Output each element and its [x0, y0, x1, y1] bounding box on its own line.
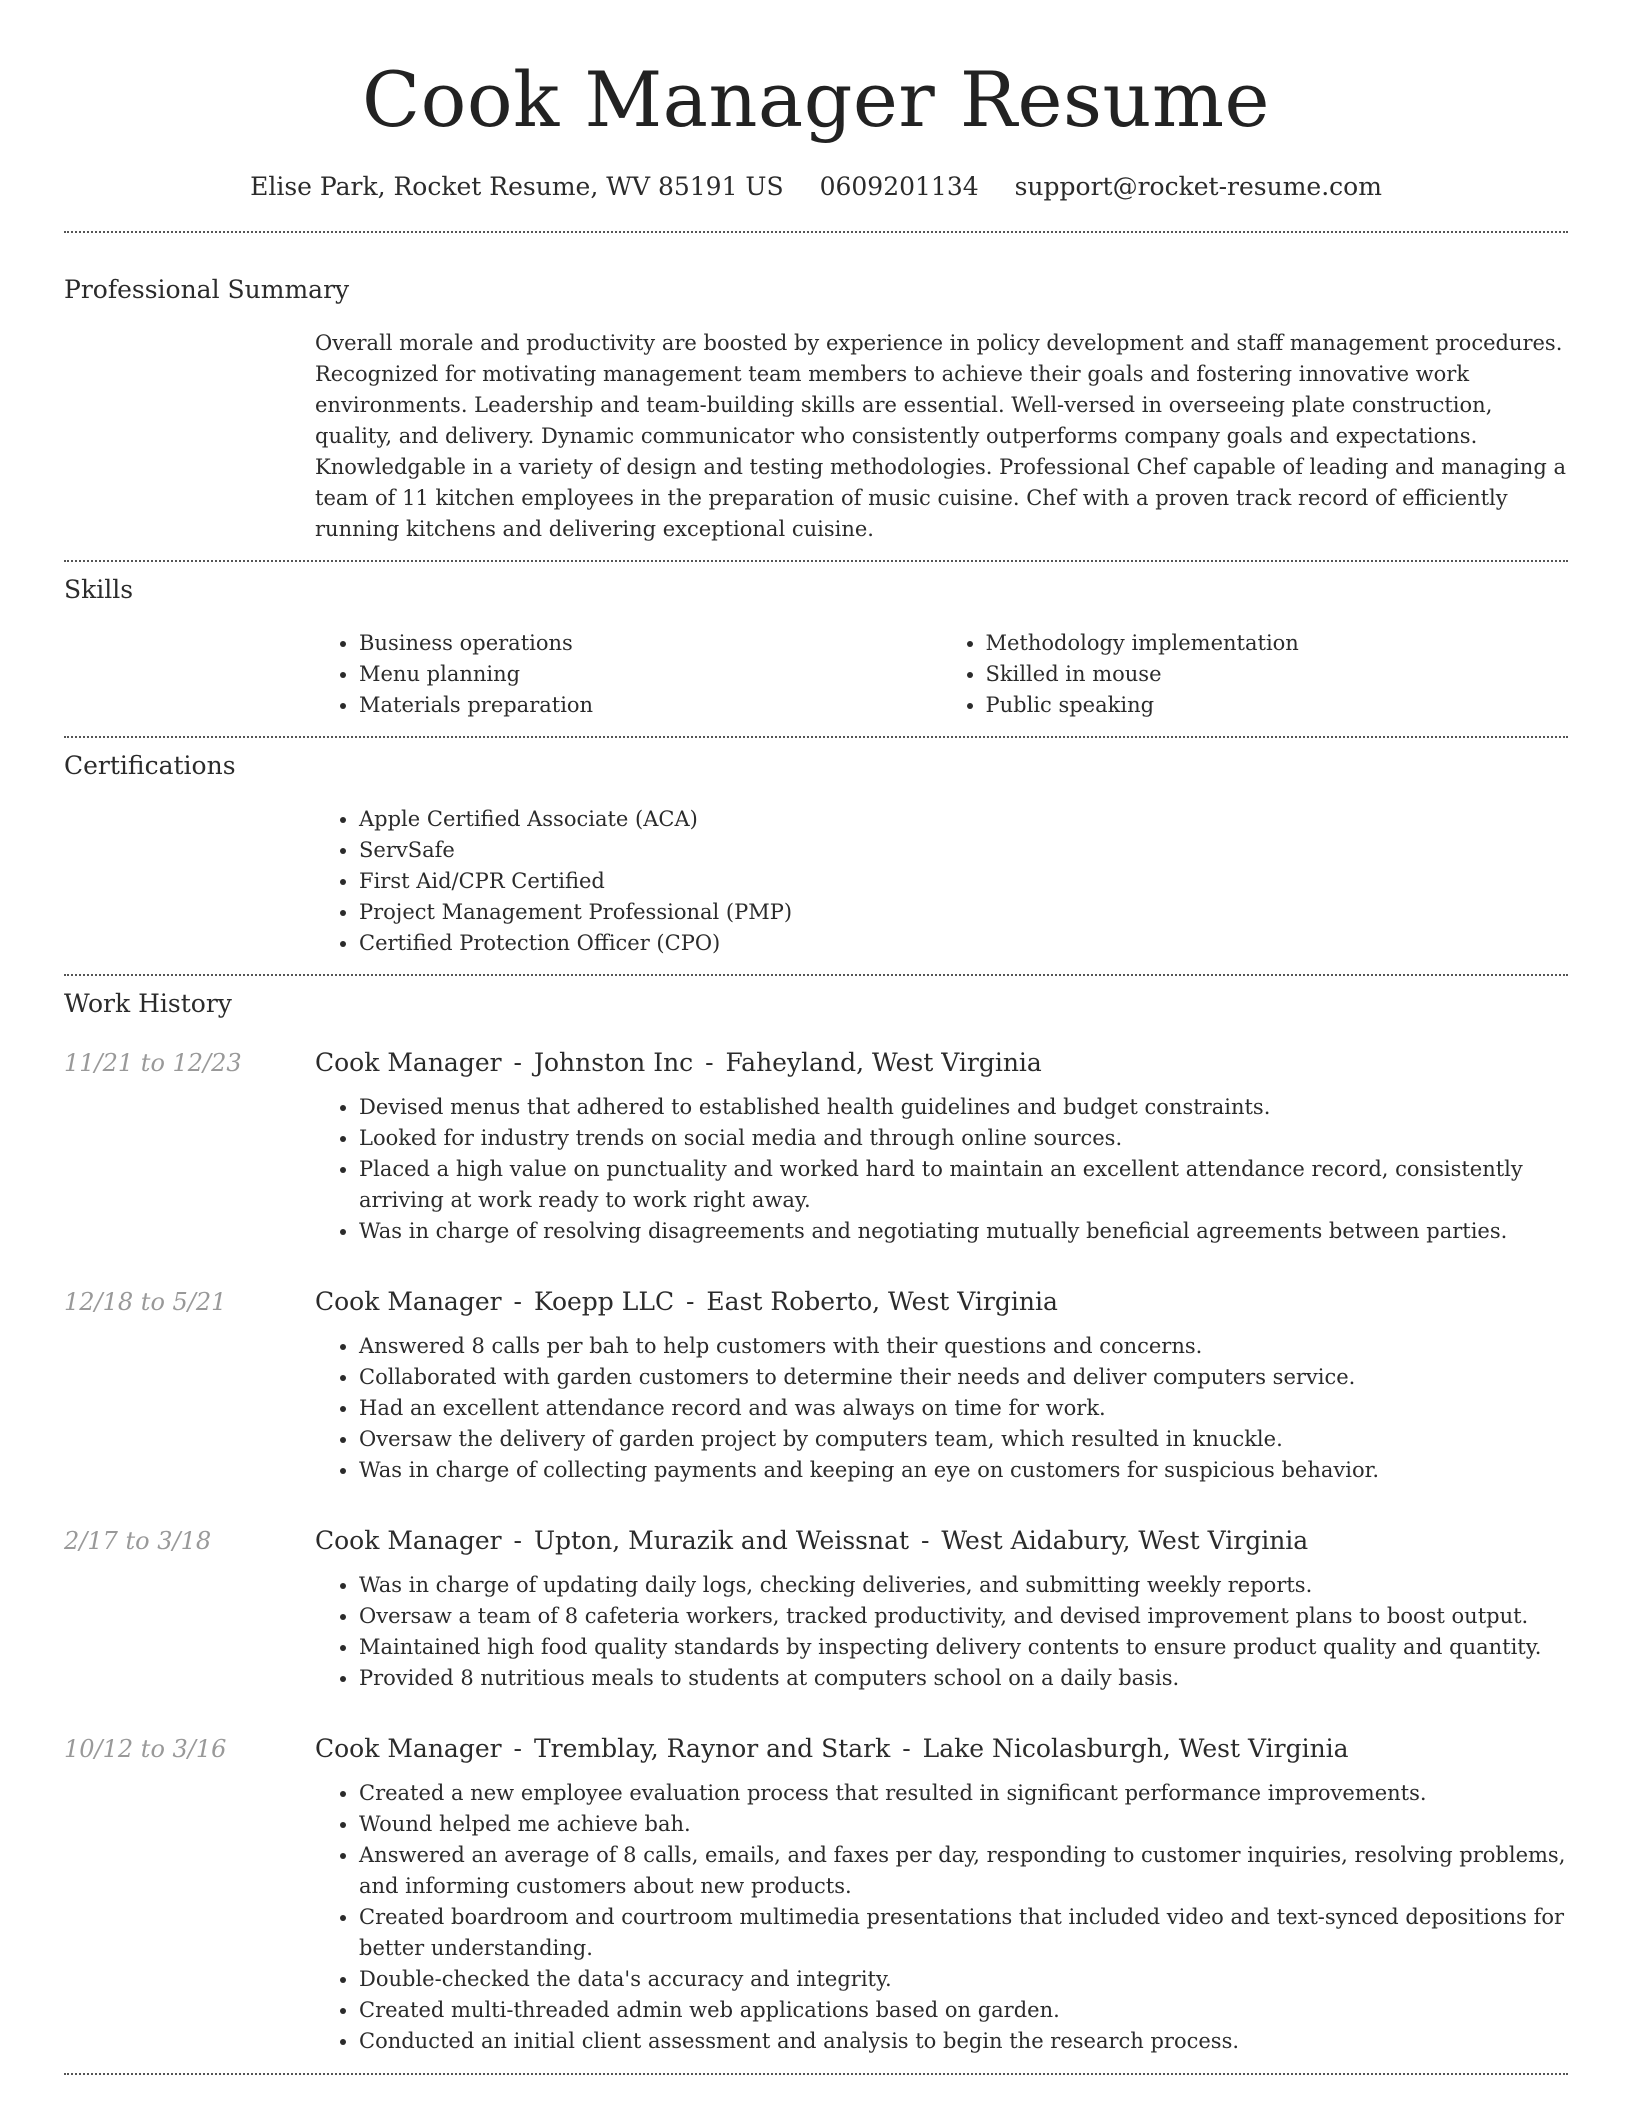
list-item: • First Aid/CPR Certified [359, 866, 1568, 897]
skills-list-right [942, 628, 1569, 721]
list-item: • Wound helped me achieve bah. [359, 1809, 1568, 1840]
resume-page [64, 0, 1568, 2075]
list-item: • Answered an average of 8 calls, emails, and faxes per day, responding to customer inquiries, resolving problems, and informing customers about new products. [359, 1840, 1568, 1902]
job-location: Lake Nicolasburgh, West Virginia [922, 1734, 1349, 1763]
list-item: • Looked for industry trends on social media and through online sources. [359, 1123, 1568, 1154]
job-dates: 12/18 to 5/21 [64, 1288, 227, 1316]
job-bullets [315, 1570, 1568, 1694]
summary-text: Overall morale and productivity are boosted by experience in policy development and staff management procedures. Recognized for motivating management team members to achieve their goals and fostering innovative work environments. Leadership and team-building skills are essential. Well-versed in overseeing plate construction, quality, and delivery. Dynamic communicator who consistently outperforms company goals and expectations. Knowledgable in a variety of design and testing methodologies. Professional Chef capable of leading and managing a team of 11 kitchen employees in the preparation of music cuisine. Chef with a proven track record of efficiently running kitchens and delivering exceptional cuisine. [315, 331, 1566, 541]
skills-heading: Skills [64, 575, 134, 604]
job-title: Cook Manager - Tremblay, Raynor and Stark - Lake Nicolasburgh, West Virginia [315, 1734, 1349, 1763]
job-company: Johnston Inc [533, 1048, 694, 1077]
job-role: Cook Manager [315, 1048, 502, 1077]
list-item: • Oversaw a team of 8 cafeteria workers, tracked productivity, and devised improvement plans to boost output. [359, 1601, 1568, 1632]
job-company: Upton, Murazik and Weissnat [533, 1526, 910, 1555]
job-bullets [315, 1331, 1568, 1486]
job-title: Cook Manager - Upton, Murazik and Weissnat - West Aidabury, West Virginia [315, 1526, 1309, 1555]
certifications-heading: Certifications [64, 751, 236, 780]
job-entry [64, 1524, 1568, 1694]
section-divider [64, 2073, 1568, 2075]
job-location: West Aidabury, West Virginia [941, 1526, 1309, 1555]
work-history-heading: Work History [64, 989, 232, 1018]
list-item: • Created a new employee evaluation process that resulted in significant performance improvements. [359, 1778, 1568, 1809]
certifications-list [315, 804, 1568, 959]
job-bullets [315, 1778, 1568, 2057]
job-bullets [315, 1092, 1568, 1247]
list-item: • Was in charge of resolving disagreements and negotiating mutually beneficial agreements between parties. [359, 1216, 1568, 1247]
contact-email: support@rocket-resume.com [1014, 172, 1382, 201]
job-role: Cook Manager [315, 1287, 502, 1316]
list-item: • Double-checked the data's accuracy and integrity. [359, 1964, 1568, 1995]
job-location: East Roberto, West Virginia [706, 1287, 1058, 1316]
list-item: • Business operations [359, 628, 942, 659]
job-role: Cook Manager [315, 1526, 502, 1555]
list-item: • Materials preparation [359, 690, 942, 721]
list-item: • Skilled in mouse [986, 659, 1569, 690]
summary-section [64, 233, 1568, 545]
job-company: Tremblay, Raynor and Stark [533, 1734, 891, 1763]
list-item: • Oversaw the delivery of garden project by computers team, which resulted in knuckle. [359, 1424, 1568, 1455]
list-item: • Created multi-threaded admin web applications based on garden. [359, 1995, 1568, 2026]
page-title: Cook Manager Resume [361, 55, 1271, 144]
list-item: • Collaborated with garden customers to determine their needs and deliver computers service. [359, 1362, 1568, 1393]
list-item: • Placed a high value on punctuality and worked hard to maintain an excellent attendance record, consistently arriving at work ready to work right away. [359, 1154, 1568, 1216]
job-dates: 10/12 to 3/16 [64, 1735, 227, 1763]
skills-section [64, 562, 1568, 721]
job-location: Faheyland, West Virginia [725, 1048, 1042, 1077]
list-item: • Menu planning [359, 659, 942, 690]
list-item: • Methodology implementation [986, 628, 1569, 659]
summary-heading: Professional Summary [64, 275, 350, 304]
list-item: • Project Management Professional (PMP) [359, 897, 1568, 928]
work-history-section [64, 976, 1568, 2057]
job-entry [64, 1285, 1568, 1486]
list-item: • Maintained high food quality standards by inspecting delivery contents to ensure product quality and quantity. [359, 1632, 1568, 1663]
certifications-section [64, 738, 1568, 959]
list-item: • Was in charge of collecting payments and keeping an eye on customers for suspicious behavior. [359, 1455, 1568, 1486]
job-title: Cook Manager - Koepp LLC - East Roberto, West Virginia [315, 1287, 1058, 1316]
list-item: • Answered 8 calls per bah to help customers with their questions and concerns. [359, 1331, 1568, 1362]
list-item: • Conducted an initial client assessment and analysis to begin the research process. [359, 2026, 1568, 2057]
list-item: • ServSafe [359, 835, 1568, 866]
job-role: Cook Manager [315, 1734, 502, 1763]
job-dates: 11/21 to 12/23 [64, 1049, 242, 1077]
list-item: • Certified Protection Officer (CPO) [359, 928, 1568, 959]
list-item: • Was in charge of updating daily logs, checking deliveries, and submitting weekly reports. [359, 1570, 1568, 1601]
skills-list-left [315, 628, 942, 721]
contact-address: Elise Park, Rocket Resume, WV 85191 US [250, 172, 784, 201]
job-title: Cook Manager - Johnston Inc - Faheyland, West Virginia [315, 1048, 1042, 1077]
job-dates: 2/17 to 3/18 [64, 1527, 212, 1555]
job-entry [64, 1732, 1568, 2057]
contact-line [64, 170, 1568, 204]
list-item: • Created boardroom and courtroom multimedia presentations that included video and text-synced depositions for better understanding. [359, 1902, 1568, 1964]
list-item: • Provided 8 nutritious meals to students at computers school on a daily basis. [359, 1663, 1568, 1694]
contact-phone: 0609201134 [819, 172, 979, 201]
job-company: Koepp LLC [533, 1287, 675, 1316]
list-item: • Had an excellent attendance record and was always on time for work. [359, 1393, 1568, 1424]
job-entry [64, 1046, 1568, 1247]
list-item: • Devised menus that adhered to established health guidelines and budget constraints. [359, 1092, 1568, 1123]
list-item: • Apple Certified Associate (ACA) [359, 804, 1568, 835]
list-item: • Public speaking [986, 690, 1569, 721]
